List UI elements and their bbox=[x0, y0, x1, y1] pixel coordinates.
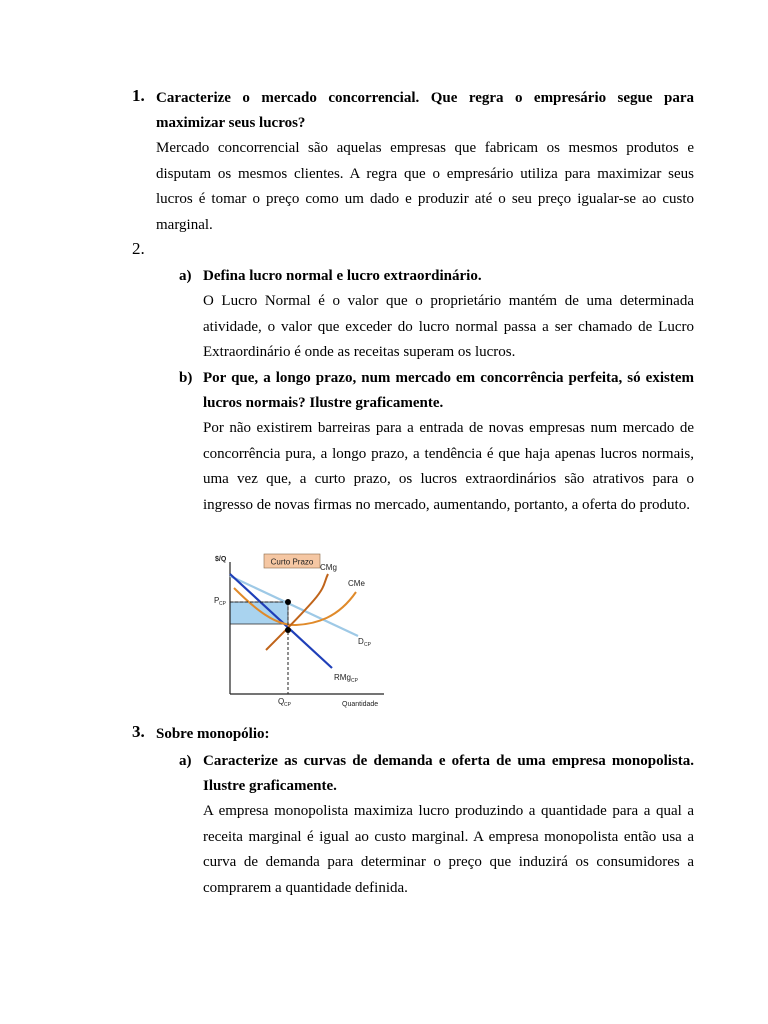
mr-label: RMg bbox=[334, 673, 351, 682]
cmg-label: CMg bbox=[320, 563, 337, 572]
item-answer: O Lucro Normal é o valor que o proprietário mantém de uma determinada atividade, o valor que exceder do lucro normal passa a ser chamado de Lucro Extraordinário é onde as receitas superam os lucros. bbox=[203, 293, 694, 360]
quantity-label-sub: CP bbox=[284, 702, 291, 708]
equilibrium-point-bottom bbox=[285, 627, 291, 633]
item-title: Caracterize as curvas de demanda e oferta de uma empresa monopolista. Ilustre graficamente. bbox=[203, 753, 694, 794]
x-axis-label: Quantidade bbox=[342, 701, 379, 708]
question-number: 2. bbox=[132, 239, 145, 258]
mr-label-sub: CP bbox=[351, 678, 358, 684]
price-label: P bbox=[214, 596, 220, 605]
item-label: b) bbox=[179, 370, 193, 386]
question-3a bbox=[179, 749, 694, 901]
question-number: 1. bbox=[132, 86, 145, 105]
quantity-label: Q bbox=[278, 697, 285, 706]
short-run-chart bbox=[206, 548, 396, 708]
mr-label-group bbox=[334, 673, 359, 684]
chart-title: Curto Prazo bbox=[270, 557, 314, 567]
demand-label: D bbox=[358, 637, 364, 646]
cme-label: CMe bbox=[348, 579, 365, 588]
item-answer: A empresa monopolista maximiza lucro produzindo a quantidade para a qual a receita marginal é igual ao custo marginal. A empresa monopolista então usa a curva de demanda para determinar o preço que induzirá os consumidores a comprarem a quantidade definida. bbox=[203, 803, 694, 896]
question-3 bbox=[132, 722, 694, 747]
question-2b bbox=[179, 366, 694, 518]
question-title: Caracterize o mercado concorrencial. Que regra o empresário segue para maximizar seus lucros? bbox=[156, 90, 694, 131]
answer-text: Mercado concorrencial são aquelas empresas que fabricam os mesmos produtos e disputam os mesmos clientes. A regra que o empresário utiliza para maximizar seus lucros é tomar o preço como um dado e produzir até o seu preço igualar-se ao custo marginal. bbox=[156, 140, 694, 233]
item-title: Defina lucro normal e lucro extraordinário. bbox=[203, 268, 482, 284]
question-1 bbox=[132, 86, 694, 238]
item-label: a) bbox=[179, 753, 192, 769]
quantity-label-group bbox=[278, 697, 292, 708]
price-label-sub: CP bbox=[219, 601, 226, 607]
question-number: 3. bbox=[132, 722, 145, 741]
y-axis-label: $/Q bbox=[215, 556, 227, 563]
price-label-group bbox=[214, 596, 227, 607]
chart-svg bbox=[206, 548, 396, 708]
question-2a bbox=[179, 264, 694, 366]
item-label: a) bbox=[179, 268, 192, 284]
demand-label-sub: CP bbox=[364, 642, 371, 648]
demand-label-group bbox=[358, 637, 372, 648]
question-title: Sobre monopólio: bbox=[156, 726, 270, 742]
item-title: Por que, a longo prazo, num mercado em concorrência perfeita, só existem lucros normais? Ilustre graficamente. bbox=[203, 370, 694, 411]
item-answer: Por não existirem barreiras para a entrada de novas empresas num mercado de concorrência pura, a longo prazo, a tendência é que haja apenas lucros normais, uma vez que, a curto prazo, os lucros extraordinários são atrativos para o ingresso de novas firmas no mercado, aumentando, portanto, a oferta do produto. bbox=[203, 420, 694, 513]
equilibrium-point-top bbox=[285, 599, 291, 605]
